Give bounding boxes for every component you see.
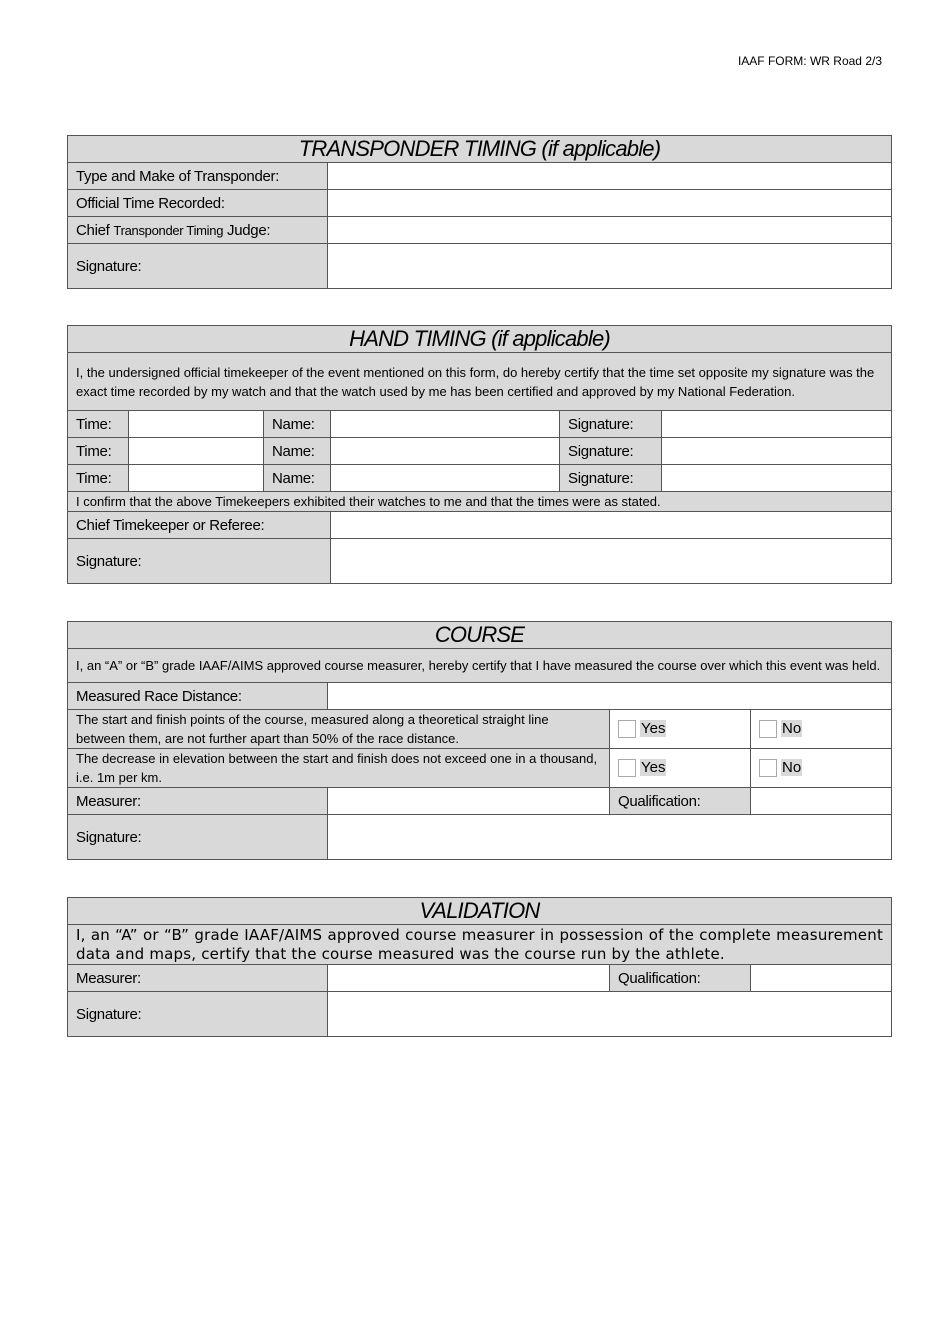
checkbox-icon[interactable] xyxy=(759,720,777,738)
validation-measurer-label: Measurer: xyxy=(68,965,328,992)
yes-label: Yes xyxy=(641,759,666,777)
time-label: Time: xyxy=(68,411,129,438)
course-certification: I, an “A” or “B” grade IAAF/AIMS approved course measurer, hereby certify that I have measured the course over which this event was held. xyxy=(68,649,892,683)
start-finish-yes-option[interactable] xyxy=(610,710,751,749)
hand-timing-title: HAND TIMING (if applicable) xyxy=(68,326,892,353)
time-field[interactable] xyxy=(129,411,264,438)
transponder-signature-field[interactable] xyxy=(328,244,892,289)
timekeeper-certification: I, the undersigned official timekeeper of the event mentioned on this form, do hereby certify that the time set opposite my signature was the exact time recorded by my watch and that the watch used by me has been certified and approved by my National Federation. xyxy=(68,353,892,411)
qualification-label: Qualification: xyxy=(610,788,751,815)
chief-prefix: Chief xyxy=(76,221,110,239)
validation-measurer-field[interactable] xyxy=(328,965,610,992)
checkbox-icon[interactable] xyxy=(618,759,636,777)
checkbox-icon[interactable] xyxy=(618,720,636,738)
chief-transponder-judge-label xyxy=(68,217,328,244)
measurer-label: Measurer: xyxy=(68,788,328,815)
yes-label: Yes xyxy=(641,720,666,738)
signature-field[interactable] xyxy=(662,438,892,465)
elevation-yes-option[interactable] xyxy=(610,749,751,788)
signature-label: Signature: xyxy=(560,438,662,465)
name-label: Name: xyxy=(264,465,331,492)
chief-signature-field[interactable] xyxy=(331,539,892,584)
name-label: Name: xyxy=(264,438,331,465)
chief-timekeeper-field[interactable] xyxy=(331,512,892,539)
elevation-statement: The decrease in elevation between the start and finish does not exceed one in a thousand, i.e. 1m per km. xyxy=(68,749,610,788)
no-label: No xyxy=(782,720,802,738)
timekeeper-row xyxy=(68,438,892,465)
race-distance-field[interactable] xyxy=(328,683,892,710)
time-label: Time: xyxy=(68,438,129,465)
timekeeper-row xyxy=(68,411,892,438)
measurer-field[interactable] xyxy=(328,788,610,815)
validation-qualification-label: Qualification: xyxy=(610,965,751,992)
time-field[interactable] xyxy=(129,438,264,465)
validation-qualification-field[interactable] xyxy=(751,965,892,992)
transponder-type-field[interactable] xyxy=(328,163,892,190)
validation-certification: I, an “A” or “B” grade IAAF/AIMS approved course measurer in possession of the complete measurement data and maps, certify that the course measured was the course run by the athlete. xyxy=(68,925,892,965)
name-field[interactable] xyxy=(331,438,560,465)
timekeeper-confirmation: I confirm that the above Timekeepers exhibited their watches to me and that the times were as stated. xyxy=(68,492,892,512)
signature-field[interactable] xyxy=(662,465,892,492)
validation-section xyxy=(67,897,891,1037)
transponder-title: TRANSPONDER TIMING (if applicable) xyxy=(68,136,892,163)
time-field[interactable] xyxy=(129,465,264,492)
transponder-signature-label: Signature: xyxy=(68,244,328,289)
course-section xyxy=(67,621,891,860)
chief-signature-label: Signature: xyxy=(68,539,331,584)
validation-signature-field[interactable] xyxy=(328,992,892,1037)
name-field[interactable] xyxy=(331,411,560,438)
validation-signature-label: Signature: xyxy=(68,992,328,1037)
start-finish-statement: The start and finish points of the course, measured along a theoretical straight line between them, are not further apart than 50% of the race distance. xyxy=(68,710,610,749)
checkbox-icon[interactable] xyxy=(759,759,777,777)
signature-field[interactable] xyxy=(662,411,892,438)
official-time-field[interactable] xyxy=(328,190,892,217)
start-finish-no-option[interactable] xyxy=(751,710,892,749)
chief-transponder-judge-field[interactable] xyxy=(328,217,892,244)
signature-label: Signature: xyxy=(560,465,662,492)
official-time-label: Official Time Recorded: xyxy=(68,190,328,217)
course-title: COURSE xyxy=(68,622,892,649)
chief-suffix: Judge: xyxy=(227,221,271,239)
race-distance-label: Measured Race Distance: xyxy=(68,683,328,710)
course-signature-field[interactable] xyxy=(328,815,892,860)
chief-middle: Transponder Timing xyxy=(113,222,224,238)
elevation-no-option[interactable] xyxy=(751,749,892,788)
signature-label: Signature: xyxy=(560,411,662,438)
course-signature-label: Signature: xyxy=(68,815,328,860)
time-label: Time: xyxy=(68,465,129,492)
form-reference: IAAF FORM: WR Road 2/3 xyxy=(737,54,882,68)
name-field[interactable] xyxy=(331,465,560,492)
validation-title: VALIDATION xyxy=(68,898,892,925)
hand-timing-section xyxy=(67,325,891,584)
transponder-timing-section xyxy=(67,135,891,289)
timekeeper-row xyxy=(68,465,892,492)
transponder-type-label: Type and Make of Transponder: xyxy=(68,163,328,190)
chief-timekeeper-label: Chief Timekeeper or Referee: xyxy=(68,512,331,539)
qualification-field[interactable] xyxy=(751,788,892,815)
no-label: No xyxy=(782,759,802,777)
name-label: Name: xyxy=(264,411,331,438)
